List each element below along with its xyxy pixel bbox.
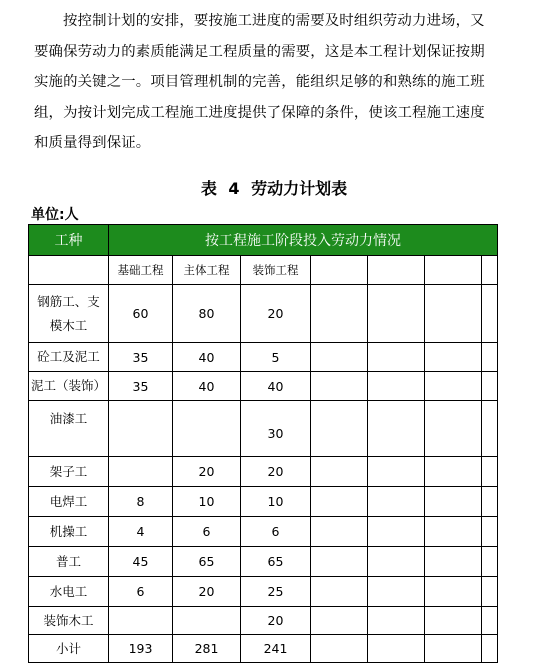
value-cell (109, 457, 173, 487)
value-cell: 40 (241, 372, 311, 401)
table-title: 表 4 劳动力计划表 (200, 179, 348, 198)
table-cell (425, 285, 482, 343)
value-cell: 20 (241, 285, 311, 343)
table-cell (368, 285, 425, 343)
value-cell: 40 (173, 343, 241, 372)
value-cell: 30 (241, 401, 311, 457)
value-cell: 20 (241, 607, 311, 635)
table-cell (311, 401, 368, 457)
trade-name: 泥工（装饰） (29, 372, 109, 401)
paragraph-line: 组，为按计划完成工程施工进度提供了保障的条件，使该工程施工速度 (34, 104, 485, 121)
table-row (29, 343, 498, 372)
value-cell: 25 (241, 577, 311, 607)
table-cell (482, 547, 498, 577)
value-cell: 6 (241, 517, 311, 547)
paragraph-line: 要确保劳动力的素质能满足工程质量的需要，这是本工程计划保证按期 (34, 43, 485, 60)
table-row (29, 372, 498, 401)
table-cell (311, 372, 368, 401)
value-cell (109, 401, 173, 457)
trade-name-line: 钢筋工、支 (37, 293, 100, 309)
table-row (29, 457, 498, 487)
table-cell (425, 457, 482, 487)
paragraph-line: 按控制计划的安排，要按施工进度的需要及时组织劳动力进场，又 (63, 13, 485, 29)
intro-paragraph (34, 6, 512, 159)
table-row (29, 635, 498, 663)
stage-column-header: 基础工程 (109, 256, 173, 285)
value-cell: 8 (109, 487, 173, 517)
table-cell (29, 256, 109, 285)
table-cell (311, 607, 368, 635)
trade-name: 电焊工 (29, 487, 109, 517)
table-row (29, 577, 498, 607)
table-row (29, 607, 498, 635)
table-cell (425, 635, 482, 663)
value-cell: 80 (173, 285, 241, 343)
trade-name (29, 285, 109, 343)
labor-plan-table (28, 224, 498, 663)
table-cell (482, 343, 498, 372)
value-cell: 193 (109, 635, 173, 663)
value-cell: 20 (241, 457, 311, 487)
paragraph-line: 和质量得到保证。 (34, 135, 151, 152)
value-cell (173, 401, 241, 457)
table-cell (311, 517, 368, 547)
table-row (29, 547, 498, 577)
value-cell: 65 (173, 547, 241, 577)
table-cell (368, 372, 425, 401)
trade-name: 架子工 (29, 457, 109, 487)
table-row (29, 401, 498, 457)
table-cell (311, 577, 368, 607)
trade-name: 水电工 (29, 577, 109, 607)
table-cell (425, 372, 482, 401)
table-cell (368, 517, 425, 547)
value-cell: 10 (241, 487, 311, 517)
value-cell: 241 (241, 635, 311, 663)
value-cell: 40 (173, 372, 241, 401)
value-cell: 45 (109, 547, 173, 577)
trade-header: 工种 (29, 225, 109, 256)
table-cell (482, 372, 498, 401)
value-cell: 4 (109, 517, 173, 547)
value-cell: 10 (173, 487, 241, 517)
table-cell (482, 285, 498, 343)
table-cell (482, 607, 498, 635)
value-cell: 5 (241, 343, 311, 372)
table-cell (425, 607, 482, 635)
value-cell: 6 (173, 517, 241, 547)
table-cell (311, 343, 368, 372)
paragraph-line: 实施的关键之一。项目管理机制的完善，能组织足够的和熟练的施工班 (34, 74, 485, 91)
table-cell (482, 487, 498, 517)
table-row (29, 517, 498, 547)
value-cell: 6 (109, 577, 173, 607)
table-cell (482, 457, 498, 487)
trade-name: 砼工及泥工 (29, 343, 109, 372)
trade-name: 装饰木工 (29, 607, 109, 635)
table-cell (425, 547, 482, 577)
value-cell: 20 (173, 577, 241, 607)
table-row (29, 487, 498, 517)
trade-name: 普工 (29, 547, 109, 577)
table-cell (482, 401, 498, 457)
table-cell (368, 487, 425, 517)
table-cell (368, 607, 425, 635)
value-cell: 35 (109, 372, 173, 401)
table-cell (425, 487, 482, 517)
stage-column-header (425, 256, 482, 285)
table-row (29, 285, 498, 343)
trade-name: 机操工 (29, 517, 109, 547)
stage-column-header (368, 256, 425, 285)
value-cell: 65 (241, 547, 311, 577)
table-cell (368, 343, 425, 372)
table-cell (311, 635, 368, 663)
value-cell: 20 (173, 457, 241, 487)
table-cell (368, 547, 425, 577)
value-cell (173, 607, 241, 635)
table-cell (311, 457, 368, 487)
table-cell (311, 487, 368, 517)
table-cell (425, 517, 482, 547)
value-cell: 60 (109, 285, 173, 343)
table-cell (311, 285, 368, 343)
table-cell (311, 547, 368, 577)
table-cell (425, 577, 482, 607)
trade-name-line: 模木工 (49, 317, 88, 333)
table-cell (368, 577, 425, 607)
trade-name: 小计 (29, 635, 109, 663)
unit-label: 单位:人 (31, 207, 79, 223)
stages-header: 按工程施工阶段投入劳动力情况 (109, 225, 498, 256)
value-cell (109, 607, 173, 635)
stage-column-header: 装饰工程 (241, 256, 311, 285)
stage-column-header (482, 256, 498, 285)
stage-column-header: 主体工程 (173, 256, 241, 285)
table-header-row (29, 225, 498, 256)
table-cell (425, 343, 482, 372)
value-cell: 35 (109, 343, 173, 372)
table-cell (368, 401, 425, 457)
stage-columns-row (29, 256, 498, 285)
trade-name: 油漆工 (29, 401, 109, 457)
table-cell (482, 635, 498, 663)
table-cell (368, 635, 425, 663)
table-cell (425, 401, 482, 457)
table-cell (482, 517, 498, 547)
value-cell: 281 (173, 635, 241, 663)
stage-column-header (311, 256, 368, 285)
table-cell (368, 457, 425, 487)
table-cell (482, 577, 498, 607)
